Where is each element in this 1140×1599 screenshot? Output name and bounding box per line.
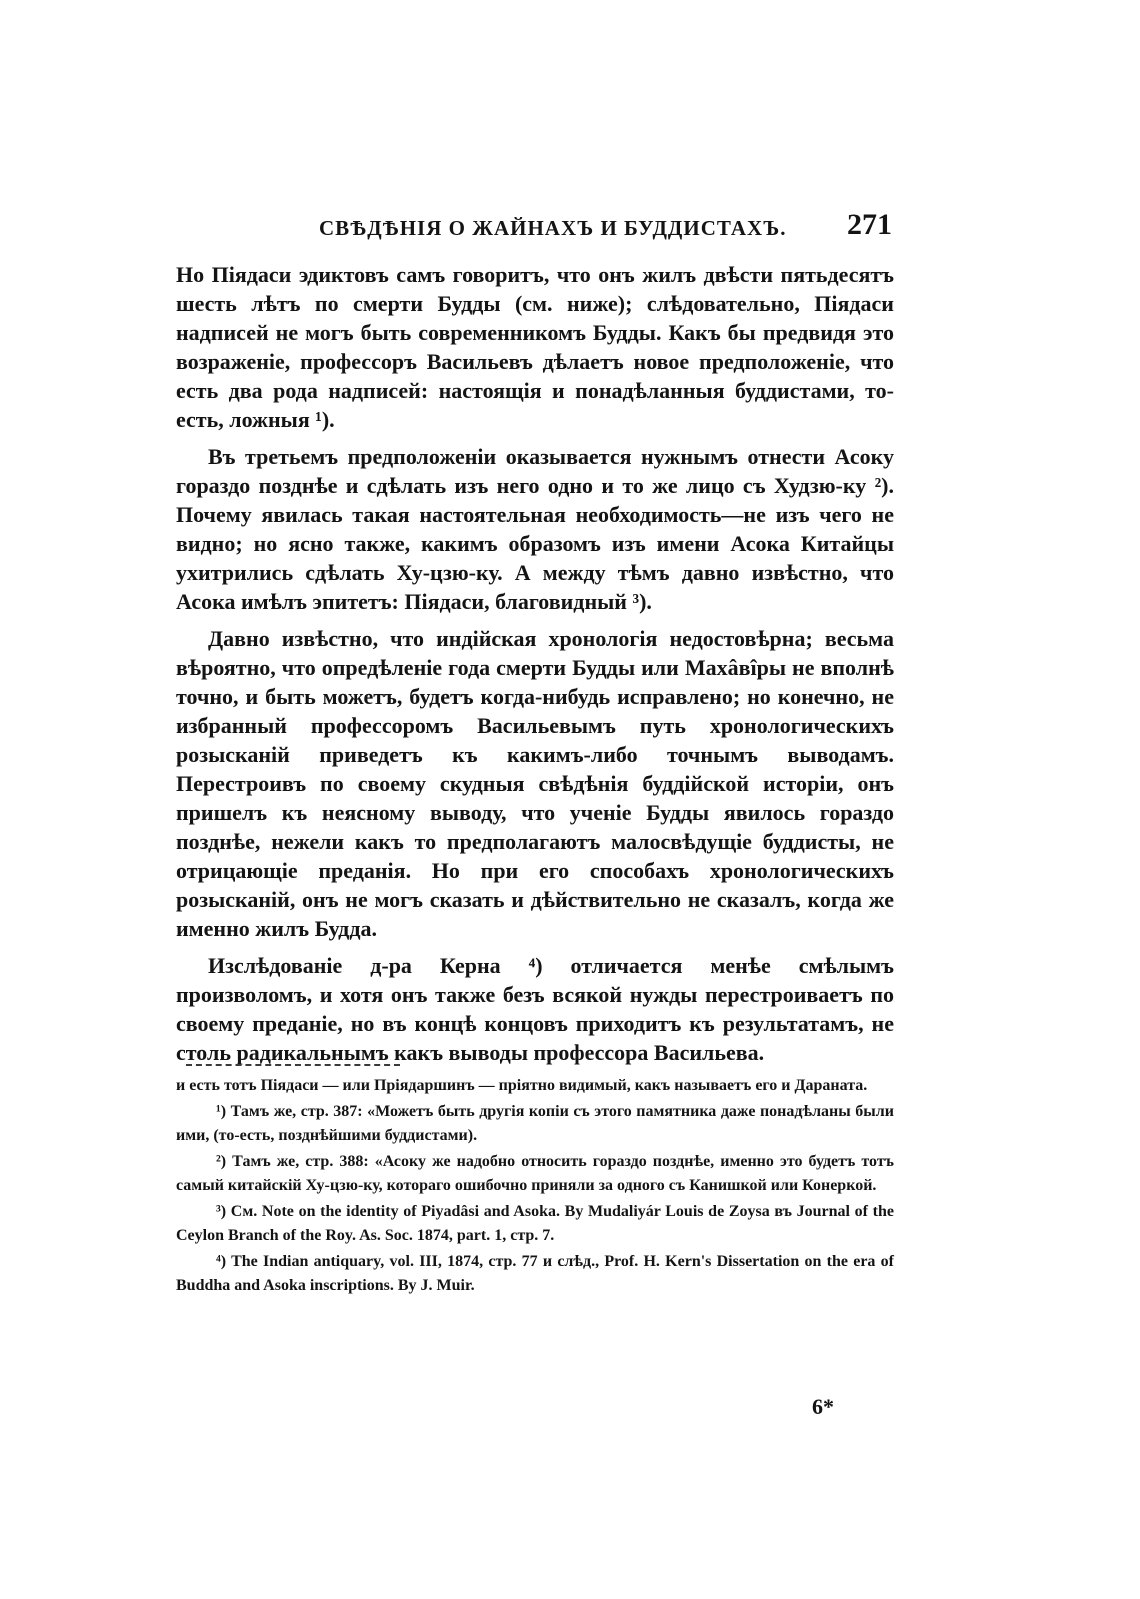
signature-mark: 6* — [812, 1394, 834, 1419]
footnote-2: ²) Тамъ же, стр. 388: «Асоку же надобно относить гораздо позднѣе, именно это будетъ тотъ самый китайскій Ху-цзю-ку, котораго ошибочно приняли за одного съ Канишкой или Конеркой. — [176, 1153, 894, 1194]
footnote-separator — [186, 1064, 400, 1066]
paragraph-3: Давно извѣстно, что индійская хронологія недостовѣрна; весьма вѣроятно, что опредѣленіе года смерти Будды или Махâвîры не вполнѣ точно, и быть можетъ, будетъ когда-нибудь исправлено; но конечно, не избранный профессоромъ Васильевымъ путь хронологическихъ розысканій приведетъ къ какимъ-либо точнымъ выводамъ. Перестроивъ по своему скудныя свѣдѣнія буддійской исторіи, онъ пришелъ къ неясному выводу, что ученіе Будды явилось гораздо позднѣе, нежели какъ то предполагаютъ малосвѣдущіе буддисты, не отрицающіе преданія. Но при его способахъ хронологическихъ розысканій, онъ не могъ сказать и дѣйствительно не сказалъ, когда же именно жилъ Будда. — [176, 626, 894, 941]
paragraph-2: Въ третьемъ предположеніи оказывается нужнымъ отнести Асоку гораздо позднѣе и сдѣлать изъ него одно и то же лицо съ Худзю-ку ²). Почему явилась такая настоятельная необходимость—не изъ чего не видно; но ясно также, какимъ образомъ изъ имени Асока Китайцы ухитрились сдѣлать Ху-цзю-ку. А между тѣмъ давно извѣстно, что Асока имѣлъ эпитетъ: Піядаси, благовидный ³). — [176, 444, 894, 614]
footnote-1: ¹) Тамъ же, стр. 387: «Можетъ быть другія копіи съ этого памятника даже понадѣланы были ими, (то-есть, позднѣйшими буддистами). — [176, 1103, 894, 1144]
page-header — [174, 208, 894, 248]
paragraph-4: Изслѣдованіе д-ра Керна ⁴) отличается менѣе смѣлымъ произволомъ, и хотя онъ также безъ всякой нужды перестроиваетъ по своему преданіе, но въ концѣ концовъ приходитъ къ результатамъ, не столь радикальнымъ какъ выводы профессора Васильева. — [176, 953, 894, 1065]
paragraph-1: Но Піядаси эдиктовъ самъ говоритъ, что онъ жилъ двѣсти пятьдесятъ шесть лѣтъ по смерти Будды (см. ниже); слѣдовательно, Піядаси надписей не могъ быть современникомъ Будды. Какъ бы предвидя это возраженіе, профессоръ Васильевъ дѣлаетъ новое предположеніе, что есть два рода надписей: настоящія и понадѣланныя буддистами, то-есть, ложныя ¹). — [176, 262, 894, 432]
footnote-4: ⁴) The Indian antiquary, vol. III, 1874, стр. 77 и слѣд., Prof. H. Kern's Dissertation on the era of Buddha and Asoka inscriptions. By J. Muir. — [176, 1253, 894, 1294]
footnote-continuation: и есть тотъ Піядаси — или Пріядаршинъ — пріятно видимый, какъ называетъ его и Дараната. — [176, 1077, 868, 1094]
main-text — [176, 260, 894, 1075]
footnotes — [176, 1074, 894, 1300]
running-head: СВѢДѢНІЯ О ЖАЙНАХЪ И БУДДИСТАХЪ. — [319, 216, 787, 240]
page-number: 271 — [847, 208, 892, 241]
footnote-3: ³) См. Note on the identity of Piyadâsi and Asoka. By Mudaliyár Louis de Zoysa въ Journal of the Ceylon Branch of the Roy. As. Soc. 1874, part. 1, стр. 7. — [176, 1203, 894, 1244]
